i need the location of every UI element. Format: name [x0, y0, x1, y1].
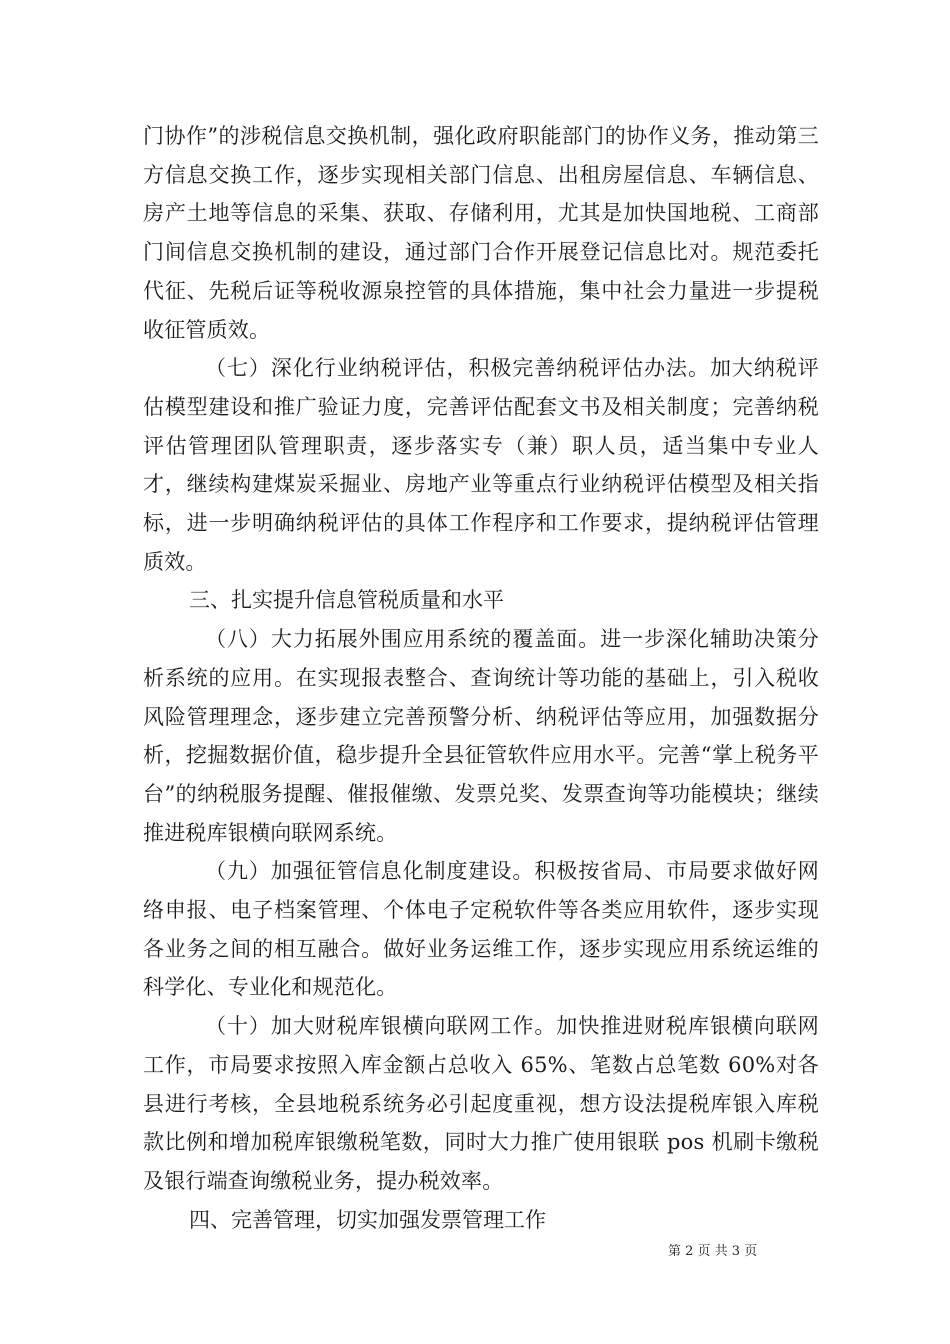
paragraph-section-7: （七）深化行业纳税评估，积极完善纳税评估办法。加大纳税评估模型建设和推广验证力度，完善评估配套文书及相关制度；完善纳税评估管理团队管理职责，逐步落实专（兼）职人员，适当集中专业人才，继续构建煤炭采掘业、房地产业等重点行业纳税评估模型及相关指标，进一步明确纳税评估的具体工作程序和工作要求，提纳税评估管理质效。: [143, 356, 819, 574]
paragraph-section-9: （九）加强征管信息化制度建设。积极按省局、市局要求做好网络申报、电子档案管理、个体电子定税软件等各类应用软件，逐步实现各业务之间的相互融合。做好业务运维工作，逐步实现应用系统运维的科学化、专业化和规范化。: [143, 859, 819, 1000]
heading-section-4: 四、完善管理，切实加强发票管理工作: [189, 1207, 546, 1232]
page-number-footer: 第 2 页 共 3 页: [668, 1244, 758, 1259]
heading-section-3: 三、扎实提升信息管税质量和水平: [189, 588, 504, 613]
paragraph-continuation: 门协作”的涉税信息交换机制，强化政府职能部门的协作义务，推动第三方信息交换工作，逐步实现相关部门信息、出租房屋信息、车辆信息、房产土地等信息的采集、获取、存储利用，尤其是加快国地税、工商部门间信息交换机制的建设，通过部门合作开展登记信息比对。规范委托代征、先税后证等税收源泉控管的具体措施，集中社会力量进一步提税收征管质效。: [143, 124, 819, 342]
document-page: [143, 117, 819, 1239]
paragraph-section-10: （十）加大财税库银横向联网工作。加快推进财税库银横向联网工作，市局要求按照入库金额占总收入 65%、笔数占总笔数 60%对各县进行考核，全县地税系统务必引起度重视，想方设法提税库银入库税款比例和增加税库银缴税笔数，同时大力推广使用银联 pos 机刷卡缴税及银行端查询缴税业务，提办税效率。: [143, 1014, 819, 1193]
paragraph-section-8: （八）大力拓展外围应用系统的覆盖面。进一步深化辅助决策分析系统的应用。在实现报表整合、查询统计等功能的基础上，引入税收风险管理理念，逐步建立完善预警分析、纳税评估等应用，加强数据分析，挖掘数据价值，稳步提升全县征管软件应用水平。完善“掌上税务平台”的纳税服务提醒、催报催缴、发票兑奖、发票查询等功能模块；继续推进税库银横向联网系统。: [143, 627, 819, 845]
